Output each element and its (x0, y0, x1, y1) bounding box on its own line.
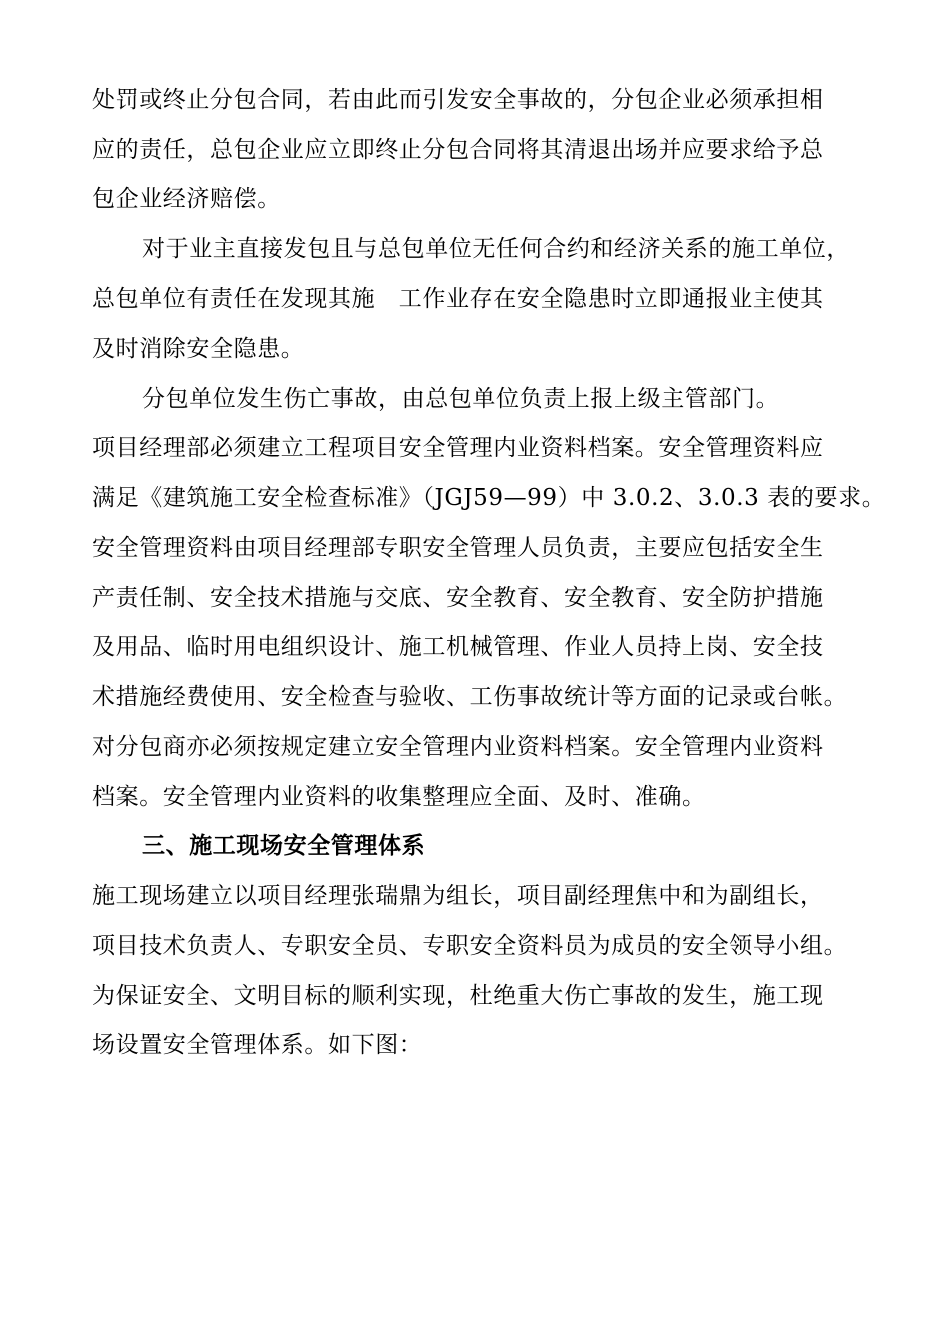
paragraph-line: 场设置安全管理体系。如下图： (92, 1032, 423, 1058)
paragraph-line: 安全管理资料由项目经理部专职安全管理人员负责，主要应包括安全生 (92, 535, 824, 561)
paragraph-line: 处罚或终止分包合同，若由此而引发安全事故的，分包企业必须承担相 (92, 87, 824, 113)
paragraph-line: 产责任制、安全技术措施与交底、安全教育、安全教育、安全防护措施 (92, 585, 824, 611)
paragraph-line: 为保证安全、文明目标的顺利实现，杜绝重大伤亡事故的发生，施工现 (92, 983, 824, 1009)
paragraph-line: 总包单位有责任在发现其施 工作业存在安全隐患时立即通报业主使其 (92, 286, 824, 312)
section-heading: 三、施工现场安全管理体系 (142, 832, 426, 859)
paragraph-line: 及时消除安全隐患。 (92, 336, 305, 362)
paragraph-line: 对于业主直接发包且与总包单位无任何合约和经济关系的施工单位， (142, 236, 850, 262)
paragraph-line: 对分包商亦必须按规定建立安全管理内业资料档案。安全管理内业资料 (92, 734, 824, 760)
paragraph-line: 施工现场建立以项目经理张瑞鼎为组长，项目副经理焦中和为副组长， (92, 883, 824, 909)
paragraph-line: 项目经理部必须建立工程项目安全管理内业资料档案。安全管理资料应 (92, 435, 824, 461)
paragraph-line: 包企业经济赔偿。 (92, 186, 281, 212)
paragraph-line: 档案。安全管理内业资料的收集整理应全面、及时、准确。 (92, 784, 706, 810)
paragraph-line: 分包单位发生伤亡事故，由总包单位负责上报上级主管部门。 (142, 386, 780, 412)
paragraph-line: 及用品、临时用电组织设计、施工机械管理、作业人员持上岗、安全技 (92, 634, 824, 660)
paragraph-line: 应的责任，总包企业应立即终止分包合同将其清退出场并应要求给予总 (92, 137, 824, 163)
paragraph-line: 项目技术负责人、专职安全员、专职安全资料员为成员的安全领导小组。 (92, 933, 848, 959)
paragraph-line: 术措施经费使用、安全检查与验收、工伤事故统计等方面的记录或台帐。 (92, 684, 848, 710)
paragraph-line: 满足《建筑施工安全检查标准》（JGJ59—99）中 3.0.2、3.0.3 表的要求。 (92, 485, 886, 511)
